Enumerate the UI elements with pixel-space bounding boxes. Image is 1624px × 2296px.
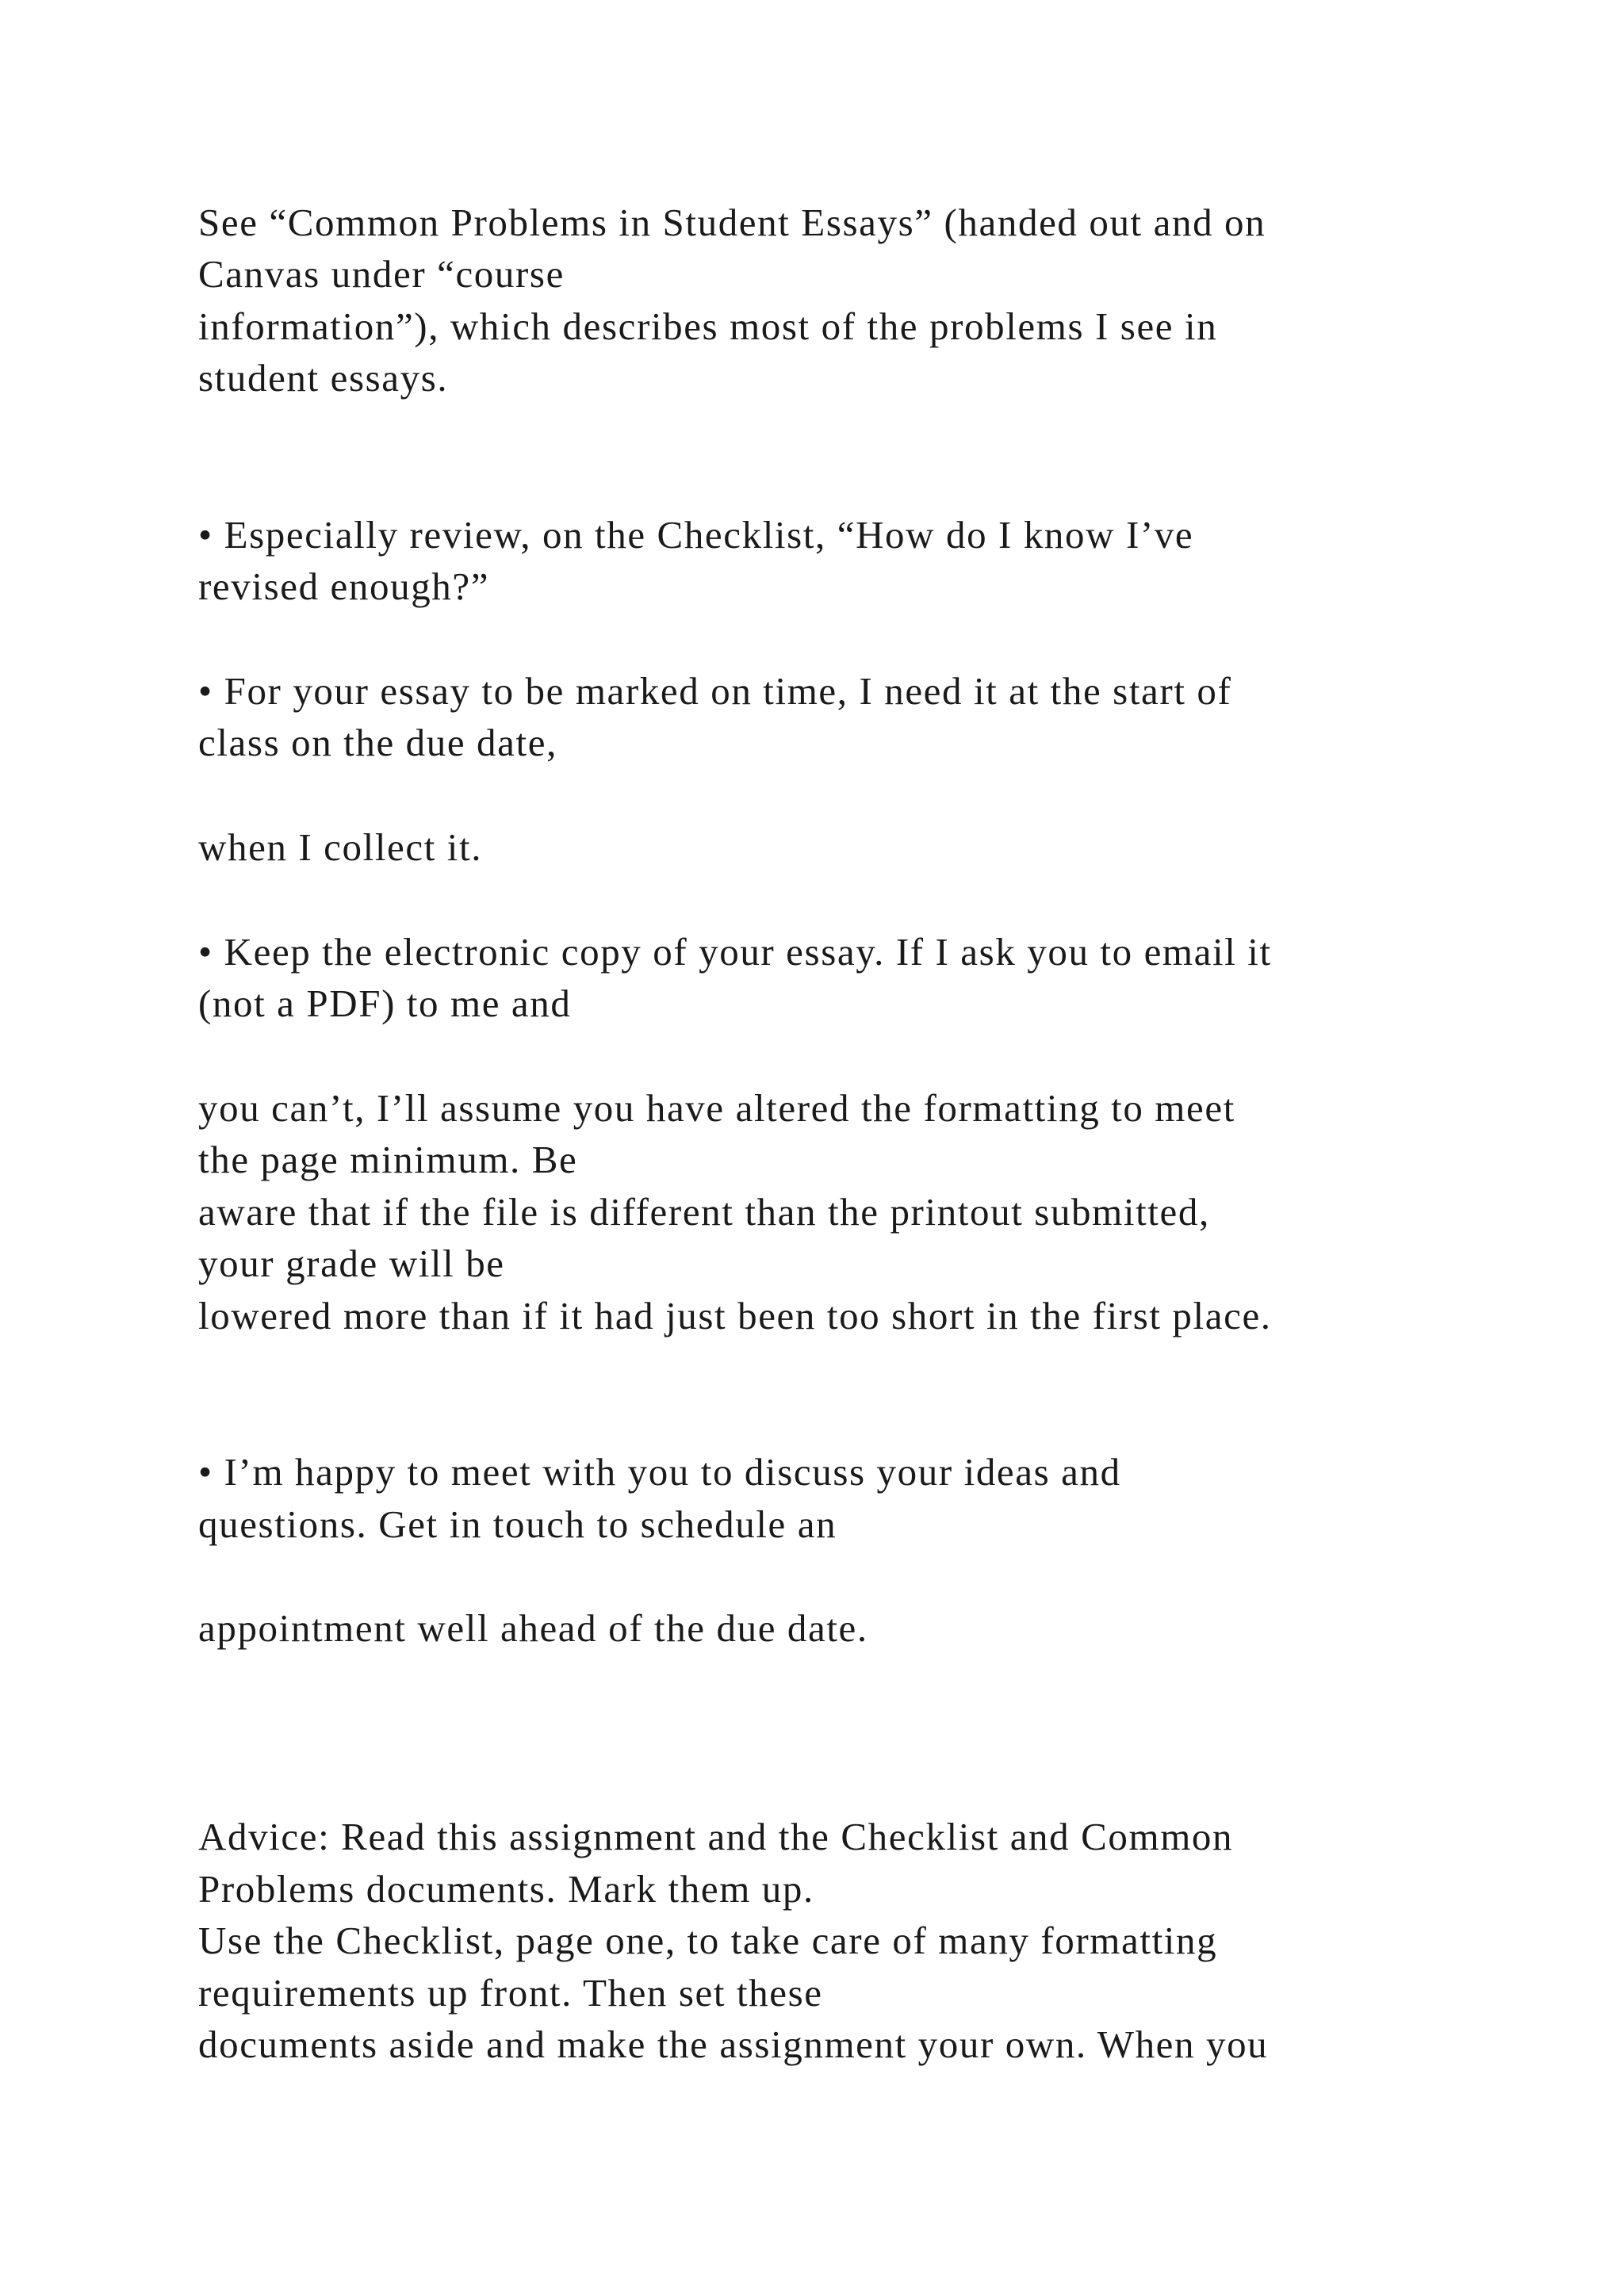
- text-line: revised enough?”: [198, 564, 490, 608]
- text-line: • Keep the electronic copy of your essay. If I ask you to email it: [198, 930, 1272, 974]
- text-line: information”), which describes most of the problems I see in: [198, 304, 1218, 348]
- text-line: you can’t, I’ll assume you have altered the formatting to meet: [198, 1086, 1235, 1130]
- text-line: when I collect it.: [198, 825, 483, 869]
- text-line: Use the Checklist, page one, to take care of many formatting: [198, 1919, 1218, 1962]
- text-line: (not a PDF) to me and: [198, 982, 572, 1025]
- text-line: questions. Get in touch to schedule an: [198, 1502, 837, 1546]
- text-line: student essays.: [198, 356, 449, 400]
- text-line: the page minimum. Be: [198, 1138, 578, 1181]
- text-line: appointment well ahead of the due date.: [198, 1606, 868, 1650]
- text-line: documents aside and make the assignment your own. When you: [198, 2022, 1269, 2066]
- text-line: Problems documents. Mark them up.: [198, 1867, 814, 1911]
- text-line: • Especially review, on the Checklist, “How do I know I’ve: [198, 513, 1194, 557]
- text-line: Canvas under “course: [198, 252, 565, 296]
- text-line: your grade will be: [198, 1242, 505, 1285]
- text-line: • For your essay to be marked on time, I need it at the start of: [198, 669, 1232, 713]
- text-line: Advice: Read this assignment and the Checklist and Common: [198, 1815, 1234, 1858]
- text-line: class on the due date,: [198, 721, 557, 764]
- text-line: See “Common Problems in Student Essays” (handed out and on: [198, 201, 1266, 244]
- text-line: • I’m happy to meet with you to discuss your ideas and: [198, 1450, 1121, 1494]
- text-line: requirements up front. Then set these: [198, 1971, 823, 2015]
- text-line: aware that if the file is different than the printout submitted,: [198, 1190, 1210, 1234]
- text-line: lowered more than if it had just been too short in the first place.: [198, 1294, 1272, 1337]
